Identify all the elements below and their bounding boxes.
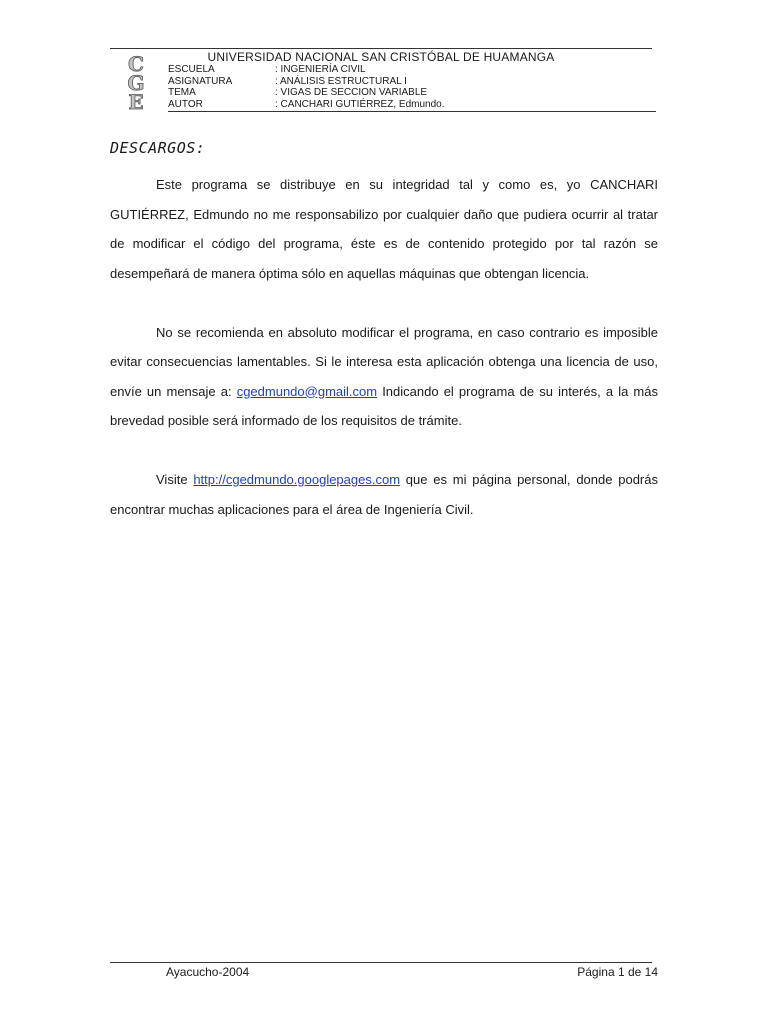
paragraph-disclaimer: Este programa se distribuye en su integridad tal y como es, yo CANCHARI GUTIÉRREZ, Edmundo no me responsabilizo por cualquier daño que pudiera ocurrir al tratar de modificar el código del programa, éste es de contenido protegido por tal razón se desempeñará de manera óptima sólo en aquellas máquinas que obtengan licencia. xyxy=(110,177,658,281)
website-link[interactable]: http://cgedmundo.googlepages.com xyxy=(193,472,401,487)
meta-key: AUTOR xyxy=(168,98,203,110)
university-title: UNIVERSIDAD NACIONAL SAN CRISTÓBAL DE HUAMANGA xyxy=(207,50,555,64)
meta-row-tema xyxy=(168,87,444,99)
meta-key: ASIGNATURA xyxy=(168,75,233,87)
logo-letter-g: G xyxy=(127,71,145,95)
meta-value: : VIGAS DE SECCION VARIABLE xyxy=(275,87,428,98)
meta-row-escuela xyxy=(168,64,444,76)
logo-letter-e: E xyxy=(128,90,144,110)
paragraph-text: No se recomienda en absoluto modificar el programa, en caso contrario es imposible evitar consecuencias lamentables. Si le interesa esta aplicación obtenga una licencia de uso, envíe un mensaje a: xyxy=(110,324,658,399)
footer-place-year: Ayacucho-2004 xyxy=(166,965,250,979)
meta-value: : CANCHARI GUTIÉRREZ, Edmundo. xyxy=(275,98,445,110)
paragraph-text: Visite xyxy=(156,472,194,487)
paragraph-license xyxy=(110,318,658,436)
meta-value: : ANÁLISIS ESTRUCTURAL I xyxy=(275,75,407,87)
paragraph-text: Indicando el programa de su interés, a la más brevedad posible será informado de los requisitos de trámite. xyxy=(110,383,658,428)
section-heading: DESCARGOS: xyxy=(110,139,206,157)
header-bottom-rule xyxy=(168,111,656,112)
meta-value: : INGENIERÍA CIVIL xyxy=(275,64,366,75)
meta-key: ESCUELA xyxy=(168,64,215,75)
cge-logo xyxy=(116,52,156,110)
logo-letter-c: C xyxy=(128,52,144,76)
header-top-rule xyxy=(110,48,652,49)
meta-row-autor xyxy=(168,99,444,111)
paragraph-text: que es mi página personal, donde podrás encontrar muchas aplicaciones para el área de Ingeniería Civil. xyxy=(110,472,658,517)
meta-row-asignatura xyxy=(168,76,444,88)
body-text xyxy=(110,170,658,524)
email-link[interactable]: cgedmundo@gmail.com xyxy=(236,383,378,399)
paragraph-website xyxy=(110,465,658,524)
footer-page-number: Página 1 de 14 xyxy=(577,965,658,979)
footer-rule xyxy=(110,962,652,963)
meta-key: TEMA xyxy=(168,87,196,98)
header-meta-table xyxy=(168,64,444,110)
